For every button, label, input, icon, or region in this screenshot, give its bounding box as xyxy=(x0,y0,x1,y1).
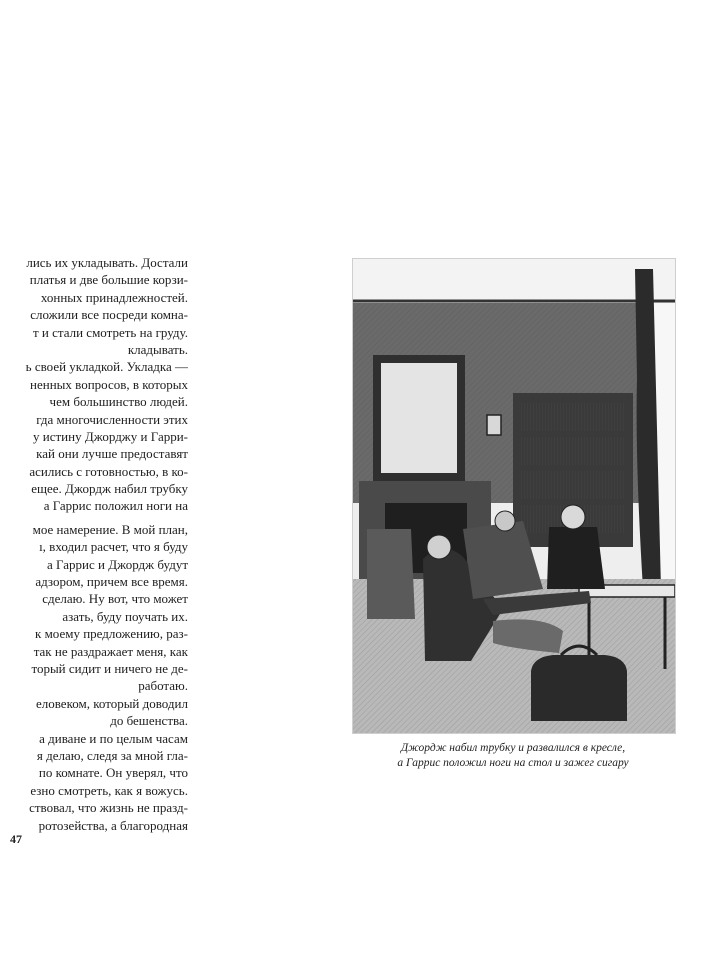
text-line: а Гаррис положил ноги на xyxy=(43,498,188,514)
text-line: ь своей укладкой. Укладка — xyxy=(25,359,188,375)
text-line: хонных принадлежностей. xyxy=(40,289,188,305)
text-line: азать, буду поучать их. xyxy=(62,608,188,624)
text-line: а Гаррис и Джордж будут xyxy=(47,556,188,572)
text-line: а диване и по целым часам xyxy=(39,730,188,746)
caption-line: Джордж набил трубку и развалился в кресле, xyxy=(400,742,626,754)
text-line: до бешенства. xyxy=(110,713,188,729)
text-line: работаю. xyxy=(138,678,188,694)
ceiling xyxy=(353,259,675,301)
text-line: к моему предложению, раз- xyxy=(35,626,188,642)
text-line: лись их укладывать. Достали xyxy=(26,255,188,270)
text-line: ротозейства, а благородная xyxy=(38,817,188,833)
text-line: ненных вопросов, в которых xyxy=(30,376,188,392)
text-line: сложили все посреди комна- xyxy=(30,307,188,323)
text-line: по комнате. Он уверял, что xyxy=(38,765,188,781)
travel-bag xyxy=(531,655,627,721)
page-number: 47 xyxy=(10,832,22,846)
text-line: кай они лучше предоставят xyxy=(36,446,188,462)
text-line: платья и две большие корзи- xyxy=(29,272,188,288)
text-line: мое намерение. В мой план, xyxy=(32,521,188,537)
text-line: ещее. Джордж набил трубку xyxy=(31,481,188,497)
body-text-column xyxy=(0,254,188,834)
text-line: сделаю. Ну вот, что может xyxy=(42,591,188,607)
chair xyxy=(367,529,415,619)
text-line: чем большинство людей. xyxy=(49,394,188,410)
text-line: еловеком, который доводил xyxy=(35,695,188,711)
text-line: гда многочисленности этих xyxy=(36,411,188,427)
engraving-illustration xyxy=(352,258,676,734)
figure-caption xyxy=(352,741,674,771)
text-line: так не раздражает меня, как xyxy=(33,643,188,659)
text-line: я делаю, следя за мной гла- xyxy=(36,747,188,763)
wall-picture xyxy=(487,415,501,435)
engraving-svg xyxy=(353,259,675,733)
text-line: асились с готовностью, в ко- xyxy=(29,463,188,479)
text-line: кладывать. xyxy=(127,341,188,357)
text-line: т и стали смотреть на груду. xyxy=(32,324,188,340)
mirror-glass xyxy=(381,363,457,473)
text-line: езно смотреть, как я вожусь. xyxy=(30,782,188,798)
text-line: у истину Джорджу и Гарри- xyxy=(33,428,188,444)
caption-line: а Гаррис положил ноги на стол и зажег сигару xyxy=(397,757,629,769)
text-line: ı, входил расчет, что я буду xyxy=(39,539,188,555)
text-line: адзором, причем все время. xyxy=(35,574,188,590)
text-line: ствовал, что жизнь не празд- xyxy=(29,800,188,816)
text-line: торый сидит и ничего не де- xyxy=(31,660,188,676)
